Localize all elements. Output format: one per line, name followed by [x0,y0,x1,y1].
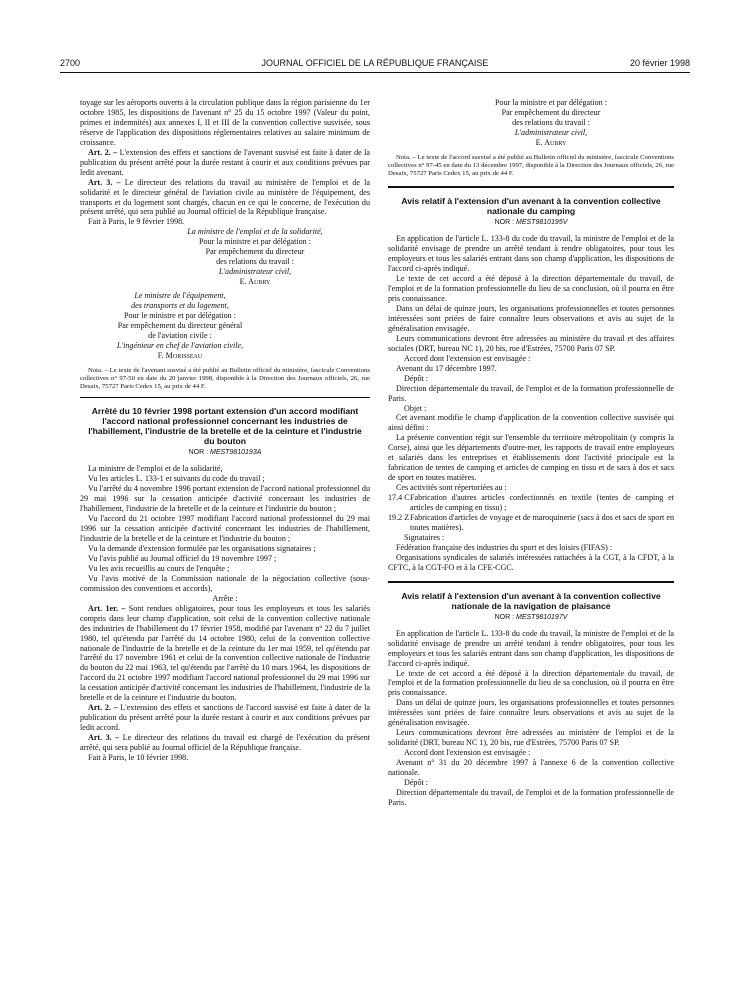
nor-reference: NOR : MEST9810193A [188,449,262,457]
article-label: Art. 3. – [88,733,120,743]
article-label: Art. 2. – [88,147,118,157]
done-at: Fait à Paris, le 10 février 1998. [88,752,189,762]
left-column [80,98,370,763]
notice-title-navigation: Avis relatif à l'extension d'un avenant à la convention collective nationale de la navigation de plaisance [401,590,661,611]
signature-line: La ministre de l'emploi et de la solidarité, [187,227,323,237]
paragraph: La ministre de l'emploi et de la solidarité, [88,464,223,474]
visa: Vu l'arrêté du 4 novembre 1996 portant extension de l'accord national professionnel du 29 mai 1996 sur la cessation anticipée d'activité concernant les industries de l'habillement, l'industrie de la bretelle et de la ceinture et l'industrie du bouton ; [80,484,370,514]
journal-title: JOURNAL OFFICIEL DE LA RÉPUBLIQUE FRANÇAISE [261,58,489,68]
header-rule [60,72,690,73]
article-3 [80,178,370,218]
visa: Vu l'accord du 21 octobre 1997 modifiant l'accord national professionnel du 29 mai 1996 sur la cessation anticipée d'activité concernant les industries de l'habillement, l'industrie de la bretelle et de la ceinture et l'industrie du bouton ; [80,514,370,544]
paragraph: Accord dont l'extension est envisagée : [404,748,531,758]
signature-line: Pour le ministre et par délégation : [124,311,236,321]
page-number: 2700 [60,58,81,68]
visa: Vu les articles L. 133-1 et suivants du code du travail ; [88,474,265,484]
paragraph: toyage sur les aéroports ouverts à la circulation publique dans la région parisienne du 1er octobre 1985, les dispositions de l'avenant n° 25 du 15 octobre 1997 (Valeur du point, primes et indemnités) aux annexes I, II et III de la convention collective susvisée, sous réserve de l'application des dispositions réglementaires relatives au salaire minimum de croissance. [80,98,370,147]
paragraph: Ces activités sont répertoriées au : [396,483,507,493]
arrete-heading: Arrête : [212,593,238,603]
article-text: L'extension des effets et sanctions de l'avenant susvisé est faite à dater de la publication du présent arrêté pour la durée restant à courir et aux conditions prévues par ledit avenant. [80,147,371,177]
article-1 [80,604,370,704]
paragraph: Dans un délai de quinze jours, les organisations professionnelles et toutes personnes intéressées sont priées de faire connaître leurs observations et avis au sujet de la généralisation envisagée. [388,698,674,728]
visa: Vu l'avis motivé de la Commission nationale de la négociation collective (sous-commission des conventions et accords), [80,573,370,593]
signatory-name: F. Morisseau [157,350,203,360]
paragraph: Cet avenant modifie le champ d'application de la convention collective susvisée qui ainsi défini : [388,413,674,433]
signature-line: L'administrateur civil, [218,267,292,277]
signature-line: Pour la ministre et par délégation : [495,98,607,107]
done-at: Fait à Paris, le 9 février 1998. [88,217,185,227]
nota-note: Nota. – Le texte de l'accord susvisé a été publié au Bulletin officiel du ministère, fascicule Conventions collectives n° 97-45 en date du 13 décembre 1997, disponible à la Direction des Journaux officiels, 26, rue Desaix, 75727 Paris Cedex 15, au prix de 44 F. [388,153,674,178]
list-item: 17.4 C Fabrication d'autres articles confectionnés en textile (tentes de camping et articles de camping en tissu) ; [388,493,674,513]
paragraph: Dépôt : [404,777,429,787]
article-text: L'extension des effets et sanctions de l'accord susvisé est faite à dater de la publication du présent arrêté pour la durée restant à courir et aux conditions prévues par ledit accord. [80,703,370,733]
nota-note: Nota. – Le texte de l'avenant susvisé a été publié au Bulletin officiel du ministère, fascicule Conventions collectives n° 97-50 en date du 20 janvier 1998, disponible à la Direction des Journaux officiels, 26, rue Desaix, 75727 Paris Cedex 15, au prix de 44 F. [80,366,370,391]
signature-block-3 [428,98,674,148]
separator [388,581,674,583]
visa: Vu l'avis publié au Journal officiel du 19 novembre 1997 ; [88,553,277,563]
decree-title: Arrêté du 10 février 1998 portant extension d'un accord modifiant l'accord national professionnel concernant les industries de l'habillement, l'industrie de la bretelle et de la ceinture et l'industrie du bouton [88,406,362,447]
paragraph: Objet : [404,403,427,413]
visa: Vu la demande d'extension formulée par les organisations signataires ; [88,543,316,553]
article-label: Art. 3. – [88,177,121,187]
signature-line: L'administrateur civil, [514,127,588,137]
paragraph: Dépôt : [404,373,429,383]
signature-block-2 [80,291,280,361]
paragraph: Leurs communications devront être adressées au ministère du travail et des affaires sociales (DRT, bureau NC 1), 20 bis, rue d'Estrées, 75700 Paris 07 SP. [388,333,674,353]
paragraph: En application de l'article L. 133-8 du code du travail, la ministre de l'emploi et de la solidarité envisage de prendre un arrêté tendant à rendre obligatoires, pour tous les employeurs et tous les salariés entrant dans son champ d'application, les dispositions de l'accord ci-après indiqué. [388,234,674,274]
nor-reference: NOR : MEST9810197V [494,613,568,621]
visa: Vu les avis recueillis au cours de l'enquête ; [88,563,230,573]
paragraph: Direction départementale du travail, de l'emploi et de la formation professionnelle de Paris. [388,787,674,807]
signature-line: Par empêchement du directeur [501,107,601,117]
article-label: Art. 2. – [88,703,118,713]
paragraph: Accord dont l'extension est envisagée : [404,353,531,363]
paragraph: La présente convention régit sur l'ensemble du territoire métropolitain (y compris la Corse), ainsi que les départements d'outre-mer, les rapports de travail entre employeurs et salariés dans les entreprises et établissements dont l'activité principale est la fabrication de tentes de camping et articles de camping en tissu et de sacs à dos et sacs de sport en toutes matières. [388,433,674,483]
signature-line: des relations du travail : [512,117,590,127]
article-text: Le directeur des relations du travail au ministère de l'emploi et de la solidarité et le directeur général de l'aviation civile au ministère de l'équipement, des transports et du logement sont chargés, chacun en ce qui le concerne, de l'exécution du présent arrêté, qui sera publié au Journal officiel de la République française. [80,177,370,217]
separator [388,186,674,188]
list-item: 19.2 Z Fabrication d'articles de voyage et de maroquinerie (sacs à dos et sacs de sport en toutes matières). [388,513,674,532]
article-text: Le directeur des relations du travail est chargé de l'exécution du présent arrêté, qui sera publié au Journal officiel de la République française. [80,733,371,753]
signature-line: Par empêchement du directeur [205,247,305,257]
signature-line: L'ingénieur en chef de l'aviation civile, [116,340,244,350]
paragraph: Fédération française des industries du sport et des loisirs (FIFAS) : [396,542,613,552]
paragraph: Le texte de cet accord a été déposé à la direction départementale du travail, de l'emploi et de la formation professionnelle du lieu de sa conclusion, où il pourra en être pris connaissance. [388,274,674,304]
signature-line: Pour la ministre et par délégation : [199,237,311,247]
paragraph: Avenant n° 31 du 20 décembre 1997 à l'annexe 6 de la convention collective nationale. [388,758,674,778]
signatory-name: E. Aubry [535,137,567,147]
signature-line: des transports et du logement, [131,301,229,311]
signature-line: de l'aviation civile : [148,330,212,340]
nor-reference: NOR : MEST9810195V [494,219,568,227]
separator [80,397,370,398]
paragraph: Organisations syndicales de salariés intéressées rattachées à la CGT, à la CFDT, à la CFTC, à la CGT-FO et à la CFE-CGC. [388,552,674,572]
article-2 [80,148,370,178]
paragraph: Direction départementale du travail, de l'emploi et de la formation professionnelle de Paris. [388,383,674,403]
signature-block-1 [140,227,370,287]
paragraph: Avenant du 17 décembre 1997. [396,363,497,373]
paragraph: En application de l'article L. 133-8 du code du travail, la ministre de l'emploi et de la solidarité envisage de prendre un arrêté tendant à rendre obligatoires, pour tous les employeurs et tous les salariés entrant dans son champ d'application, les dispositions de l'accord ci-après indiqué. [388,628,674,668]
notice-title-camping: Avis relatif à l'extension d'un avenant à la convention collective nationale du camping [401,196,661,217]
signature-line: Le ministre de l'équipement, [134,291,226,301]
issue-date: 20 février 1998 [629,58,690,68]
paragraph: Le texte de cet accord a été déposé à la direction départementale du travail, de l'emploi et de la formation professionnelle du lieu de sa conclusion, où il pourra en être pris connaissance. [388,668,674,698]
signatory-name: E. Aubry [239,277,271,287]
page-header [60,58,690,72]
article-3 [80,733,370,753]
paragraph: Dans un délai de quinze jours, les organisations professionnelles et toutes personnes intéressées sont priées de faire connaître leurs observations et avis au sujet de la généralisation envisagée. [388,304,674,333]
right-column [388,98,674,808]
article-2 [80,703,370,733]
signature-line: des relations du travail : [216,257,294,267]
article-label: Art. 1er. – [88,603,126,613]
signature-line: Par empêchement du directeur général [117,320,243,330]
paragraph: Signataires : [404,532,445,542]
article-text: Sont rendues obligatoires, pour tous les employeurs et tous les salariés compris dans leur champ d'application, soit celui de la convention collective nationale des industries de l'habillement du 17 février 1958, modifié par l'avenant n° 22 du 7 juillet 1980, tel qu'étendu par l'arrêté du 14 octobre 1980, celui de la convention collective nationale de l'industrie de la bretelle et de la ceinture du 1er mai 1959, tel qu'étendu par l'arrêté du 17 novembre 1961 et celui de la convention collective nationale de l'industrie du bouton du 22 mai 1963, tel qu'étendu par l'arrêté du 10 mars 1964, les dispositions de l'accord du 21 octobre 1997 modifiant l'accord national professionnel du 29 mai 1996 sur la cessation anticipée d'activité concernant les industries de l'habillement, l'industrie de la bretelle et de la ceinture et l'industrie du bouton. [80,603,370,703]
paragraph: Leurs communications devront être adressées au ministère de l'emploi et de la solidarité (DRT, bureau NC 1), 20 bis, rue d'Estrées, 75700 Paris 07 SP. [388,728,674,748]
